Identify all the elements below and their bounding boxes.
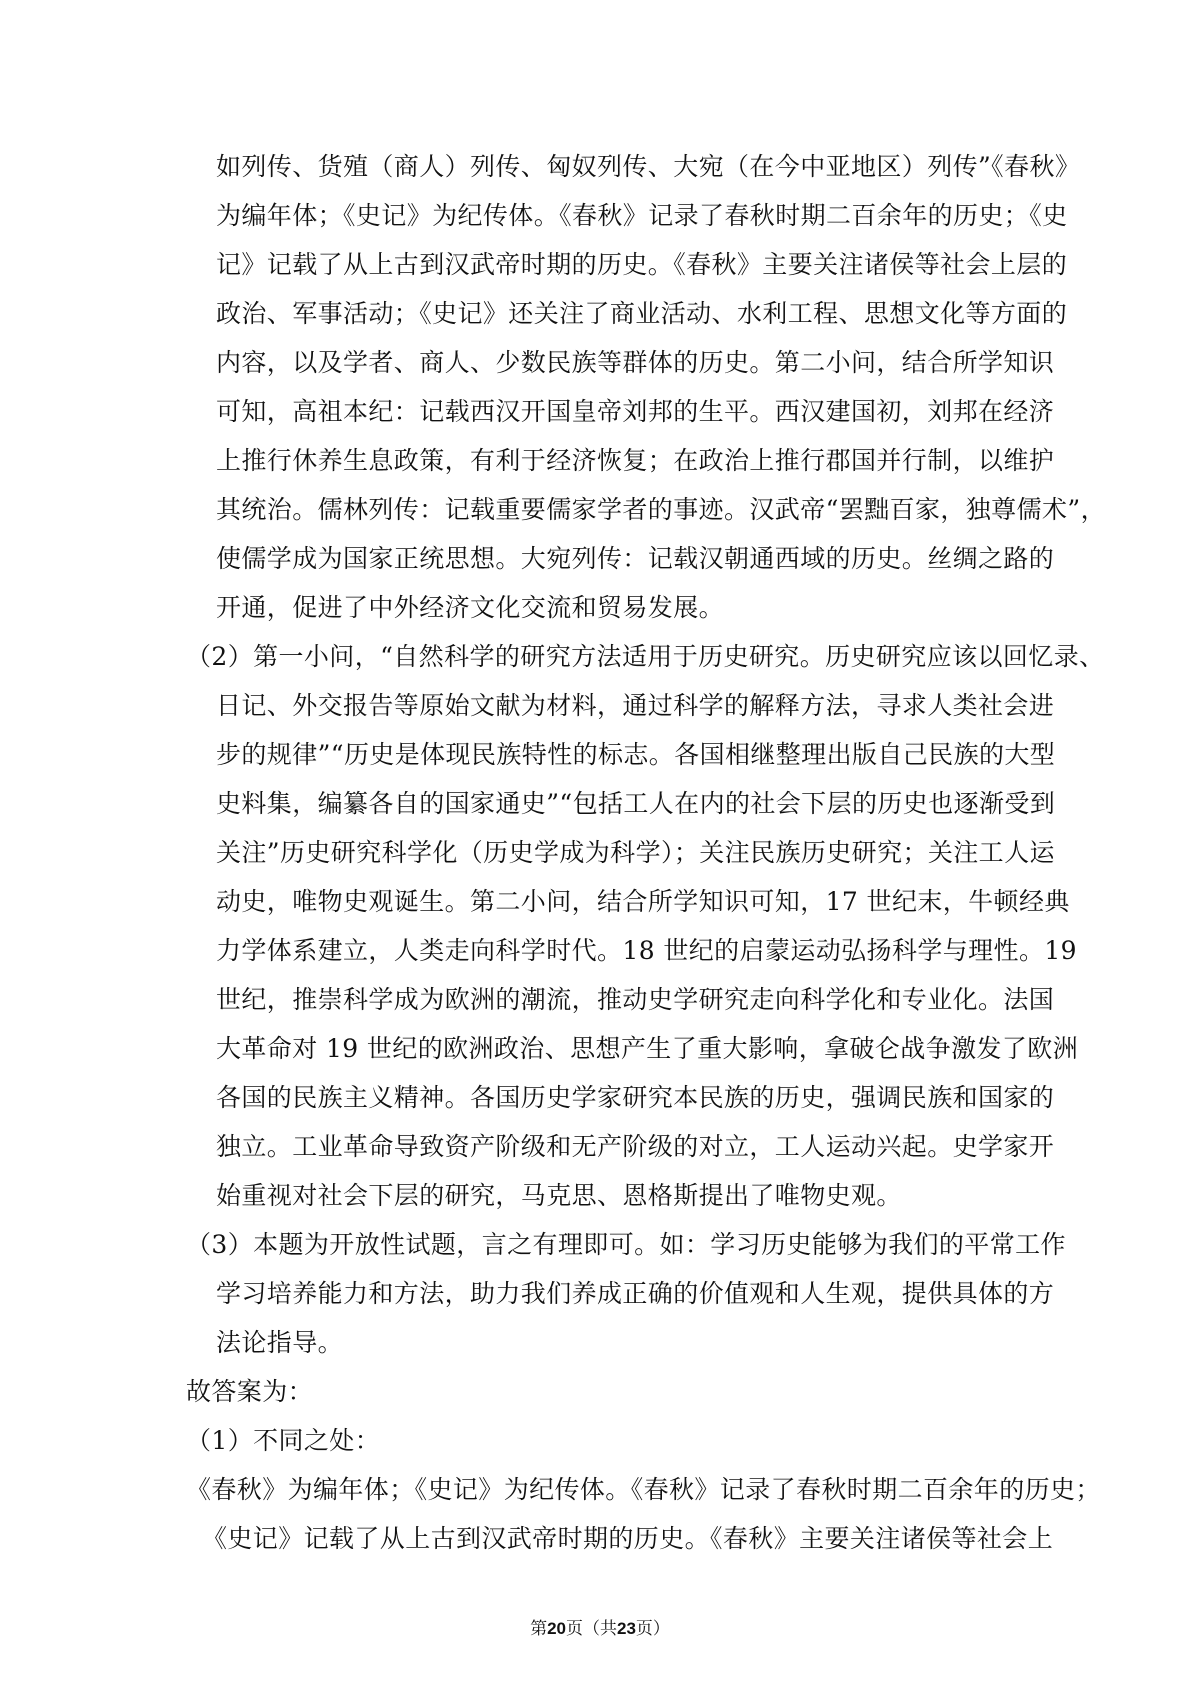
answer-heading: 故答案为： — [186, 1377, 314, 1406]
text-line: 其统治。儒林列传：记载重要儒家学者的事迹。汉武帝“罢黜百家，独尊儒术”， — [216, 495, 1106, 524]
text-line: 内容，以及学者、商人、少数民族等群体的历史。第二小问，结合所学知识 — [216, 348, 1055, 377]
text-line: 各国的民族主义精神。各国历史学家研究本民族的历史，强调民族和国家的 — [216, 1083, 1055, 1112]
question-2-answer: （2）第一小问，“自然科学的研究方法适用于历史研究。历史研究应该以回忆录、 — [186, 642, 1105, 671]
text-line: 法论指导。 — [216, 1328, 344, 1357]
text-line: 大革命对 19 世纪的欧洲政治、思想产生了重大影响，拿破仑战争激发了欧洲 — [216, 1034, 1079, 1063]
text-line: 记》记载了从上古到汉武帝时期的历史。《春秋》主要关注诸侯等社会上层的 — [216, 250, 1068, 279]
total-page-number: 23 — [617, 1619, 636, 1638]
text-line: 力学体系建立，人类走向科学时代。18 世纪的启蒙运动弘扬科学与理性。19 — [216, 936, 1077, 965]
text-line: 为编年体；《史记》为纪传体。《春秋》记录了春秋时期二百余年的历史；《史 — [216, 201, 1068, 230]
text-line: 关注”历史研究科学化（历史学成为科学）；关注民族历史研究；关注工人运 — [216, 838, 1055, 867]
text-line: 《史记》记载了从上古到汉武帝时期的历史。《春秋》主要关注诸侯等社会上 — [202, 1524, 1054, 1553]
text-line: 上推行休养生息政策，有利于经济恢复；在政治上推行郡国并行制，以维护 — [216, 446, 1055, 475]
text-line: 如列传、货殖（商人）列传、匈奴列传、大宛（在今中亚地区）列传”《春秋》 — [216, 152, 1081, 181]
text-line: 《春秋》为编年体；《史记》为纪传体。《春秋》记录了春秋时期二百余年的历史； — [186, 1475, 1101, 1504]
page-footer — [0, 1617, 1200, 1641]
text-line: 使儒学成为国家正统思想。大宛列传：记载汉朝通西域的历史。丝绸之路的 — [216, 544, 1055, 573]
text-line: 可知，高祖本纪：记载西汉开国皇帝刘邦的生平。西汉建国初，刘邦在经济 — [216, 397, 1055, 426]
text-line: 独立。工业革命导致资产阶级和无产阶级的对立，工人运动兴起。史学家开 — [216, 1132, 1055, 1161]
question-3-answer: （3）本题为开放性试题，言之有理即可。如：学习历史能够为我们的平常工作 — [186, 1230, 1066, 1259]
text-line: 步的规律”“历史是体现民族特性的标志。各国相继整理出版自己民族的大型 — [216, 740, 1056, 769]
text-line: 史料集，编纂各自的国家通史”“包括工人在内的社会下层的历史也逐渐受到 — [216, 789, 1056, 818]
text-line: 始重视对社会下层的研究，马克思、恩格斯提出了唯物史观。 — [216, 1181, 902, 1210]
text-line: 学习培养能力和方法，助力我们养成正确的价值观和人生观，提供具体的方 — [216, 1279, 1055, 1308]
footer-middle: 页（共 — [566, 1619, 617, 1639]
text-line: 开通，促进了中外经济文化交流和贸易发展。 — [216, 593, 725, 622]
footer-prefix: 第 — [530, 1619, 548, 1639]
text-line: 政治、军事活动；《史记》还关注了商业活动、水利工程、思想文化等方面的 — [216, 299, 1068, 328]
text-line: 世纪，推崇科学成为欧洲的潮流，推动史学研究走向科学化和专业化。法国 — [216, 985, 1055, 1014]
current-page-number: 20 — [547, 1619, 566, 1638]
footer-suffix: 页） — [635, 1619, 670, 1639]
text-line: 动史，唯物史观诞生。第二小问，结合所学知识可知，17 世纪末，牛顿经典 — [216, 887, 1070, 916]
question-1-heading: （1）不同之处： — [186, 1426, 381, 1455]
text-line: 日记、外交报告等原始文献为材料，通过科学的解释方法，寻求人类社会进 — [216, 691, 1055, 720]
